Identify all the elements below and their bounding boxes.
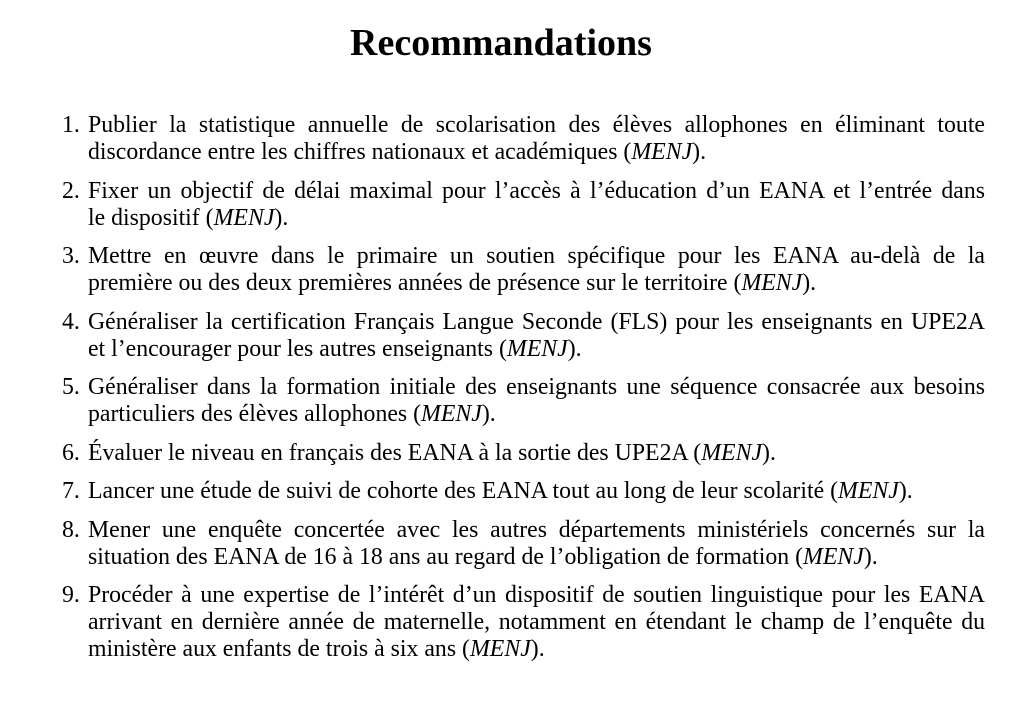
ministry-ref: MENJ: [701, 439, 763, 466]
item-line: arrivant en dernière année de maternelle, notamment en étendant le champ de l’enquête du: [88, 609, 985, 635]
item-line: Fixer un objectif de délai maximal pour l’accès à l’éducation d’un EANA et l’entrée dans: [88, 177, 985, 204]
item-last-line-suffix: ).: [762, 439, 776, 466]
item-line: Mener une enquête concertée avec les autres départements ministériels concernés sur la: [88, 516, 985, 543]
item-line: Mettre en œuvre dans le primaire un soutien spécifique pour les EANA au-delà de la: [88, 243, 985, 269]
item-number: 9.: [62, 582, 80, 608]
item-text: [88, 517, 985, 571]
list-item: [62, 440, 985, 467]
item-number: 3.: [62, 243, 80, 269]
ministry-ref: MENJ: [213, 204, 275, 231]
item-last-line-suffix: ).: [567, 335, 582, 362]
item-line: Généraliser dans la formation initiale des enseignants une séquence consacrée aux besoins: [88, 374, 985, 400]
page-title: Recommandations: [350, 22, 652, 64]
list-item: [62, 374, 985, 428]
item-line: Publier la statistique annuelle de scolarisation des élèves allophones en éliminant toute: [88, 112, 985, 138]
item-last-line-text: situation des EANA de 16 à 18 ans au regard de l’obligation de formation (: [88, 543, 804, 570]
item-last-line-suffix: ).: [274, 204, 289, 231]
ministry-ref: MENJ: [838, 478, 899, 504]
item-last-line: [88, 544, 985, 571]
item-last-line-text: discordance entre les chiffres nationaux et académiques (: [88, 139, 632, 165]
list-item: [62, 582, 985, 663]
ministry-ref: MENJ: [741, 270, 803, 296]
item-last-line: [88, 440, 985, 467]
item-last-line-text: particuliers des élèves allophones (: [88, 401, 422, 427]
item-number: 2.: [62, 177, 80, 204]
item-number: 1.: [62, 112, 80, 138]
list-item: [62, 112, 985, 166]
list-item: [62, 243, 985, 297]
item-last-line-suffix: ).: [898, 478, 913, 504]
ministry-ref: MENJ: [803, 543, 864, 570]
item-last-line-suffix: ).: [802, 270, 817, 296]
list-item: [62, 309, 985, 363]
item-line: Procéder à une expertise de l’intérêt d’un dispositif de soutien linguistique pour les EANA: [88, 582, 985, 608]
item-text: [88, 112, 985, 166]
list-item: [62, 178, 985, 232]
item-last-line: [88, 205, 985, 232]
item-last-line: [88, 636, 985, 663]
item-last-line-text: Lancer une étude de suivi de cohorte des EANA tout au long de leur scolarité (: [88, 478, 839, 504]
item-number: 8.: [62, 516, 80, 543]
list-item: [62, 517, 985, 571]
ministry-ref: MENJ: [631, 139, 693, 165]
item-text: [88, 374, 985, 428]
item-number: 6.: [62, 439, 80, 466]
item-text: [88, 478, 985, 505]
item-last-line: [88, 478, 985, 505]
ministry-ref: MENJ: [469, 636, 531, 662]
item-last-line-text: première ou des deux premières années de présence sur le territoire (: [88, 270, 742, 296]
item-number: 5.: [62, 374, 80, 400]
item-last-line-text: et l’encourager pour les autres enseignants (: [88, 335, 507, 362]
ministry-ref: MENJ: [421, 401, 482, 427]
item-last-line: [88, 336, 985, 363]
item-last-line-suffix: ).: [481, 401, 496, 427]
item-last-line-suffix: ).: [530, 636, 545, 662]
item-number: 4.: [62, 308, 80, 335]
ministry-ref: MENJ: [506, 335, 568, 362]
item-last-line-text: ministère aux enfants de trois à six ans (: [88, 636, 470, 662]
item-text: [88, 178, 985, 232]
item-text: [88, 309, 985, 363]
item-text: [88, 582, 985, 663]
item-last-line: [88, 270, 985, 297]
recommendations-list: [62, 112, 985, 663]
item-last-line: [88, 401, 985, 428]
item-last-line-text: Évaluer le niveau en français des EANA à la sortie des UPE2A (: [88, 439, 702, 466]
item-text: [88, 440, 985, 467]
item-last-line-suffix: ).: [863, 543, 878, 570]
item-last-line: [88, 139, 985, 166]
item-line: Généraliser la certification Français Langue Seconde (FLS) pour les enseignants en UPE2A: [88, 308, 985, 335]
item-last-line-suffix: ).: [692, 139, 707, 165]
item-last-line-text: le dispositif (: [88, 204, 214, 231]
list-item: [62, 478, 985, 505]
item-text: [88, 243, 985, 297]
item-number: 7.: [62, 478, 80, 504]
